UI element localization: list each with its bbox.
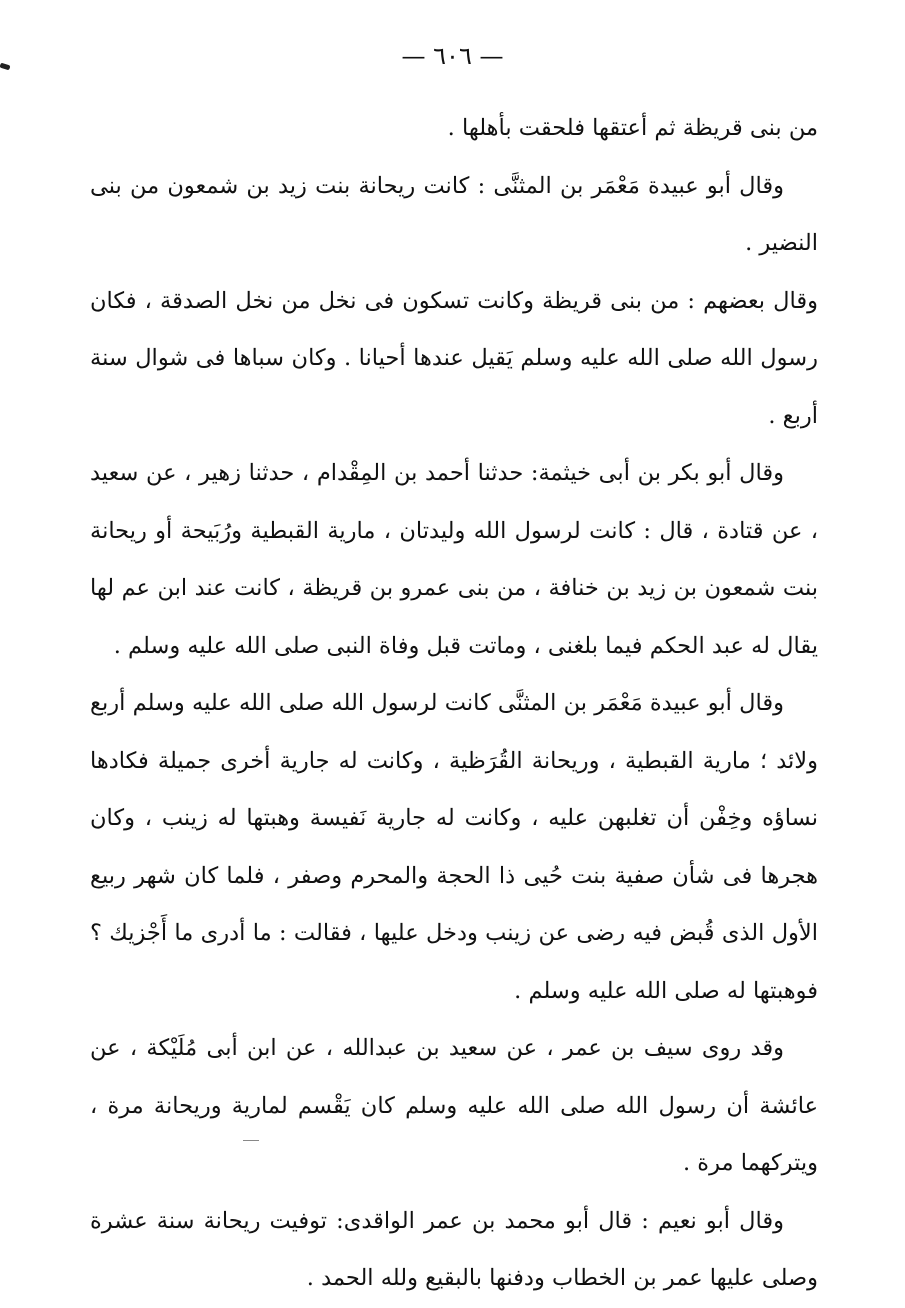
page-number: — ٦٠٦ — [401,42,504,70]
paragraph-1: من بنى قريظة ثم أعتقها فلحقت بأهلها . [447,115,818,141]
paragraph-6: وقد روى سيف بن عمر ، عن سعيد بن عبدالله ، عن ابن أبى مُلَيْكة ، عن عائشة أن رسول الله صلى الله عليه وسلم كان يَقْسم لمارية وريحانة مرة ، ويتركهما مرة . [90,1035,818,1176]
paragraph-4: وقال أبو بكر بن أبى خيثمة: حدثنا أحمد بن المِقْدام ، حدثنا زهير ، عن سعيد ، عن قتادة ، قال : كانت لرسول الله وليدتان ، مارية القبطية ورُبَيحة أو ريحانة بنت شمعون بن زيد بن خنافة ، من بنى عمرو بن قريظة ، كانت عند ابن عم لها يقال له عبد الحكم فيما بلغنى ، وماتت قبل وفاة النبى صلى الله عليه وسلم . [90,460,818,659]
scan-mark [243,1140,259,1141]
body-text [90,100,818,1308]
paragraph-3: وقال بعضهم : من بنى قريظة وكانت تسكون فى نخل من نخل الصدقة ، فكان رسول الله صلى الله عليه وسلم يَقيل عندها أحيانا . وكان سباها فى شوال سنة أربع . [90,287,818,429]
paragraph-2: وقال أبو عبيدة مَعْمَر بن المثنَّى : كانت ريحانة بنت زيد بن شمعون من بنى النضير . [90,172,818,256]
paragraph-7: وقال أبو نعيم : قال أبو محمد بن عمر الواقدى: توفيت ريحانة سنة عشرة وصلى عليها عمر بن الخطاب ودفنها بالبقيع ولله الحمد . [90,1207,818,1291]
paragraph-5: وقال أبو عبيدة مَعْمَر بن المثنَّى كانت لرسول الله صلى الله عليه وسلم أربع ولائد ؛ مارية القبطية ، وريحانة القُرَظية ، وكانت له جارية أخرى جميلة فكادها نساؤه وخِفْن أن تغلبهن عليه ، وكانت له جارية نَفيسة وهبتها له زينب ، وكان هجرها فى شأن صفية بنت حُيى ذا الحجة والمحرم وصفر ، فلما كان شهر ربيع الأول الذى قُبض فيه رضى عن زينب ودخل عليها ، فقالت : ما أدرى ما أَجْزيك ؟ فوهبتها له صلى الله عليه وسلم . [90,690,818,1004]
